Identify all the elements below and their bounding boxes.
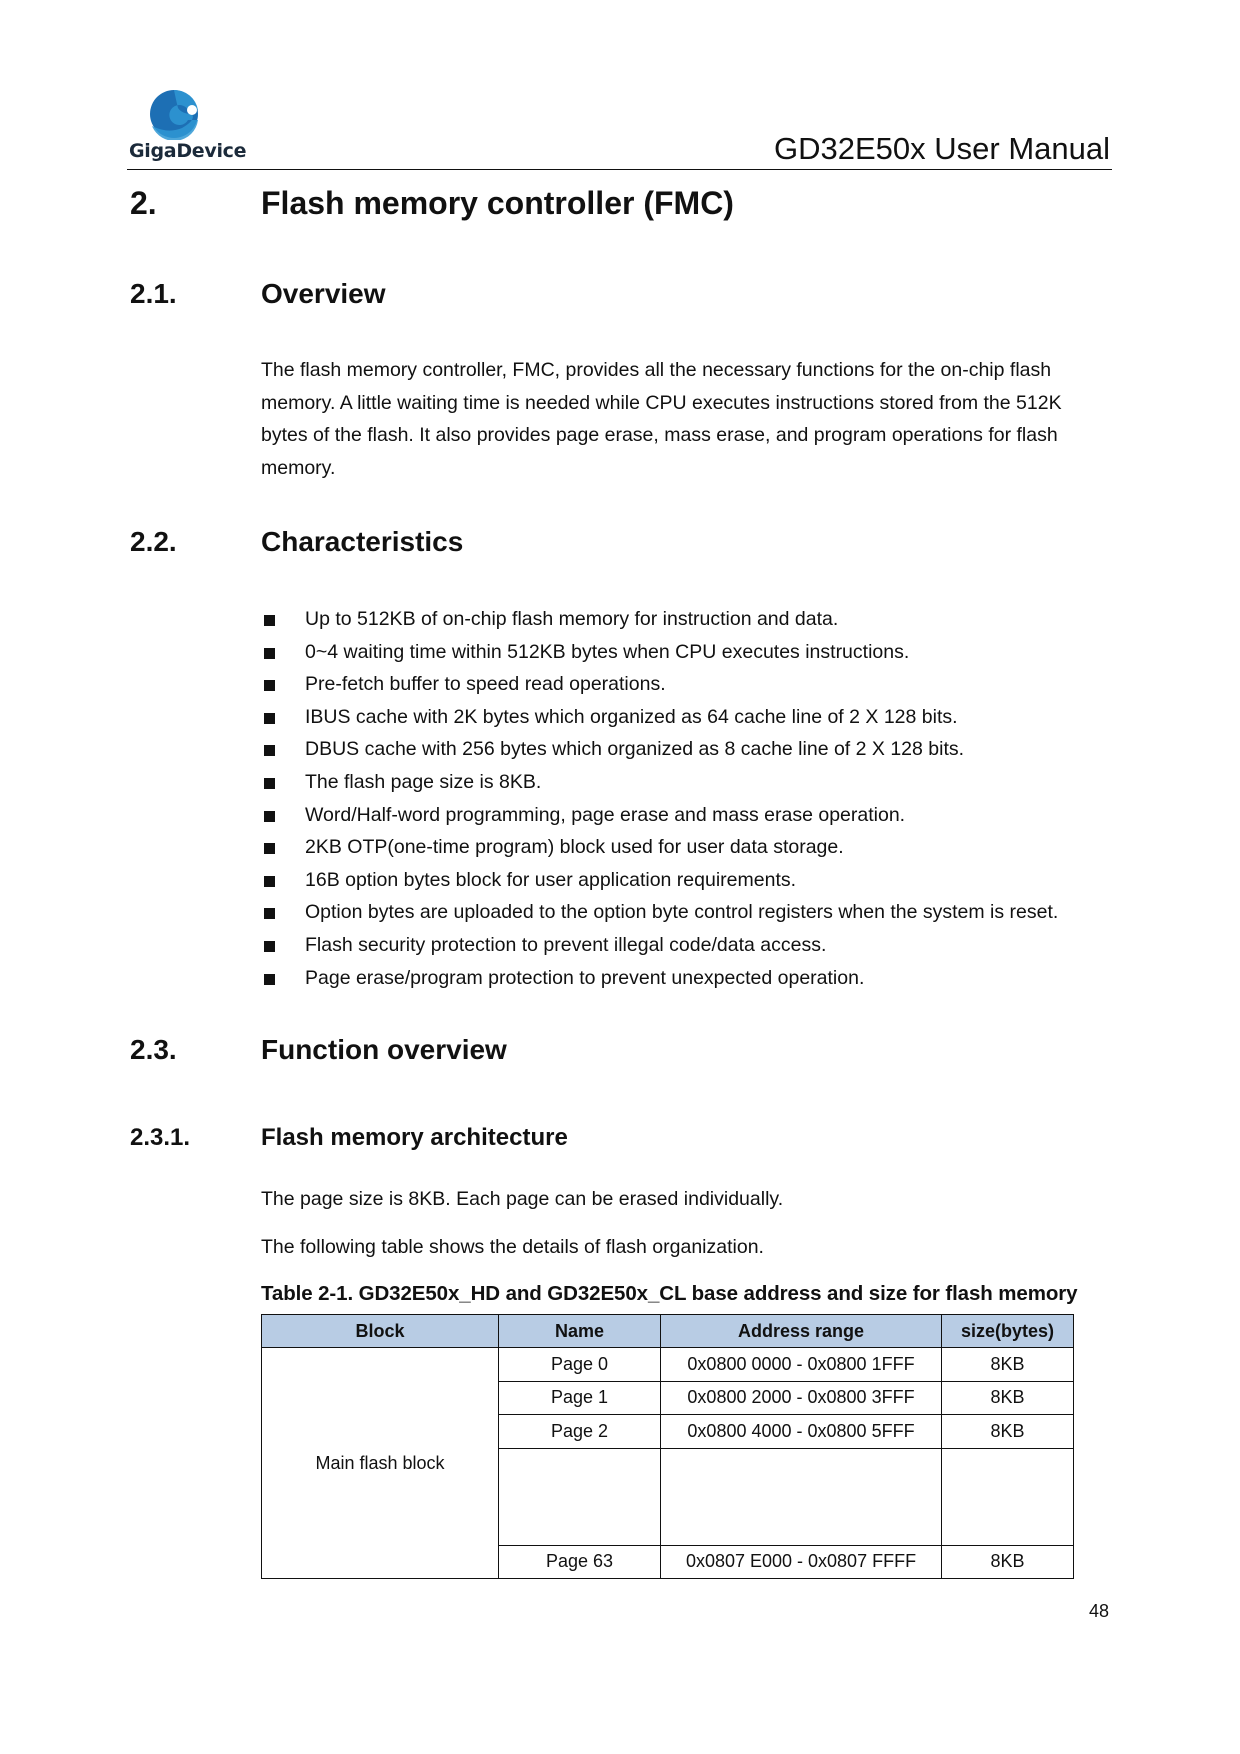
flash-organization-table <box>261 1314 1074 1579</box>
square-bullet-icon <box>264 908 275 919</box>
section-2-2-title: Characteristics <box>261 526 464 557</box>
address-cell: 0x0800 0000 - 0x0800 1FFF <box>661 1348 942 1382</box>
list-item: The flash page size is 8KB. <box>261 766 1121 799</box>
square-bullet-icon <box>264 843 275 854</box>
section-2-2-number: 2.2. <box>130 526 177 557</box>
block-cell: Main flash block <box>262 1348 499 1579</box>
gigadevice-logo <box>120 88 247 164</box>
section-2-3-1-number: 2.3.1. <box>130 1124 191 1151</box>
name-cell: Page 63 <box>499 1545 661 1579</box>
column-header-size: size(bytes) <box>942 1315 1074 1348</box>
list-item: Flash security protection to prevent illegal code/data access. <box>261 929 1121 962</box>
chapter-number: 2. <box>130 185 157 221</box>
name-cell: Page 0 <box>499 1348 661 1382</box>
table-caption: Table 2-1. GD32E50x_HD and GD32E50x_CL base address and size for flash memory <box>261 1282 1078 1305</box>
overview-line: bytes of the flash. It also provides page erase, mass erase, and program operations for flash <box>261 424 1058 446</box>
list-item: Pre-fetch buffer to speed read operations. <box>261 668 1121 701</box>
document-title: GD32E50x User Manual <box>774 131 1110 166</box>
size-cell: 8KB <box>942 1348 1074 1382</box>
list-item: Option bytes are uploaded to the option byte control registers when the system is reset. <box>261 896 1121 929</box>
address-cell: 0x0800 4000 - 0x0800 5FFF <box>661 1415 942 1449</box>
section-2-1-number: 2.1. <box>130 278 177 309</box>
square-bullet-icon <box>264 876 275 887</box>
list-item: IBUS cache with 2K bytes which organized as 64 cache line of 2 X 128 bits. <box>261 701 1121 734</box>
overview-paragraph <box>261 354 1113 484</box>
list-item: Page erase/program protection to prevent unexpected operation. <box>261 962 1121 995</box>
overview-line: The flash memory controller, FMC, provides all the necessary functions for the on-chip flash <box>261 359 1052 381</box>
address-cell: 0x0800 2000 - 0x0800 3FFF <box>661 1381 942 1415</box>
page-number: 48 <box>1088 1601 1109 1621</box>
gigadevice-logo-icon <box>148 88 204 140</box>
characteristics-list <box>261 603 1121 994</box>
header-divider <box>127 169 1112 170</box>
column-header-name: Name <box>499 1315 661 1348</box>
section-2-3-1-title: Flash memory architecture <box>261 1124 568 1151</box>
section-2-3-title: Function overview <box>261 1034 507 1065</box>
name-cell: Page 2 <box>499 1415 661 1449</box>
list-item: Word/Half-word programming, page erase and mass erase operation. <box>261 799 1121 832</box>
architecture-paragraph-2: The following table shows the details of flash organization. <box>261 1236 764 1258</box>
name-cell <box>499 1448 661 1545</box>
square-bullet-icon <box>264 615 275 626</box>
address-cell: 0x0807 E000 - 0x0807 FFFF <box>661 1545 942 1579</box>
overview-line: memory. A little waiting time is needed while CPU executes instructions stored from the 512K <box>261 391 1062 414</box>
architecture-paragraph-1: The page size is 8KB. Each page can be erased individually. <box>261 1188 784 1210</box>
size-cell: 8KB <box>942 1381 1074 1415</box>
list-item: 2KB OTP(one-time program) block used for user data storage. <box>261 831 1121 864</box>
table-header-row <box>262 1315 1074 1348</box>
square-bullet-icon <box>264 713 275 724</box>
size-cell: 8KB <box>942 1545 1074 1579</box>
address-cell <box>661 1448 942 1545</box>
section-2-3-number: 2.3. <box>130 1034 177 1065</box>
list-item: DBUS cache with 256 bytes which organized as 8 cache line of 2 X 128 bits. <box>261 733 1121 766</box>
list-item: 16B option bytes block for user application requirements. <box>261 864 1121 897</box>
chapter-title: Flash memory controller (FMC) <box>261 185 734 221</box>
square-bullet-icon <box>264 648 275 659</box>
size-cell: 8KB <box>942 1415 1074 1449</box>
square-bullet-icon <box>264 680 275 691</box>
list-item: Up to 512KB of on-chip flash memory for instruction and data. <box>261 603 1121 636</box>
square-bullet-icon <box>264 941 275 952</box>
square-bullet-icon <box>264 811 275 822</box>
square-bullet-icon <box>264 778 275 789</box>
overview-line: memory. <box>261 456 336 479</box>
table-row <box>262 1348 1074 1382</box>
name-cell: Page 1 <box>499 1381 661 1415</box>
size-cell <box>942 1448 1074 1545</box>
square-bullet-icon <box>264 974 275 985</box>
column-header-address: Address range <box>661 1315 942 1348</box>
section-2-1-title: Overview <box>261 278 386 309</box>
logo-text: GigaDevice <box>129 140 247 162</box>
list-item: 0~4 waiting time within 512KB bytes when CPU executes instructions. <box>261 636 1121 669</box>
square-bullet-icon <box>264 745 275 756</box>
column-header-block: Block <box>262 1315 499 1348</box>
